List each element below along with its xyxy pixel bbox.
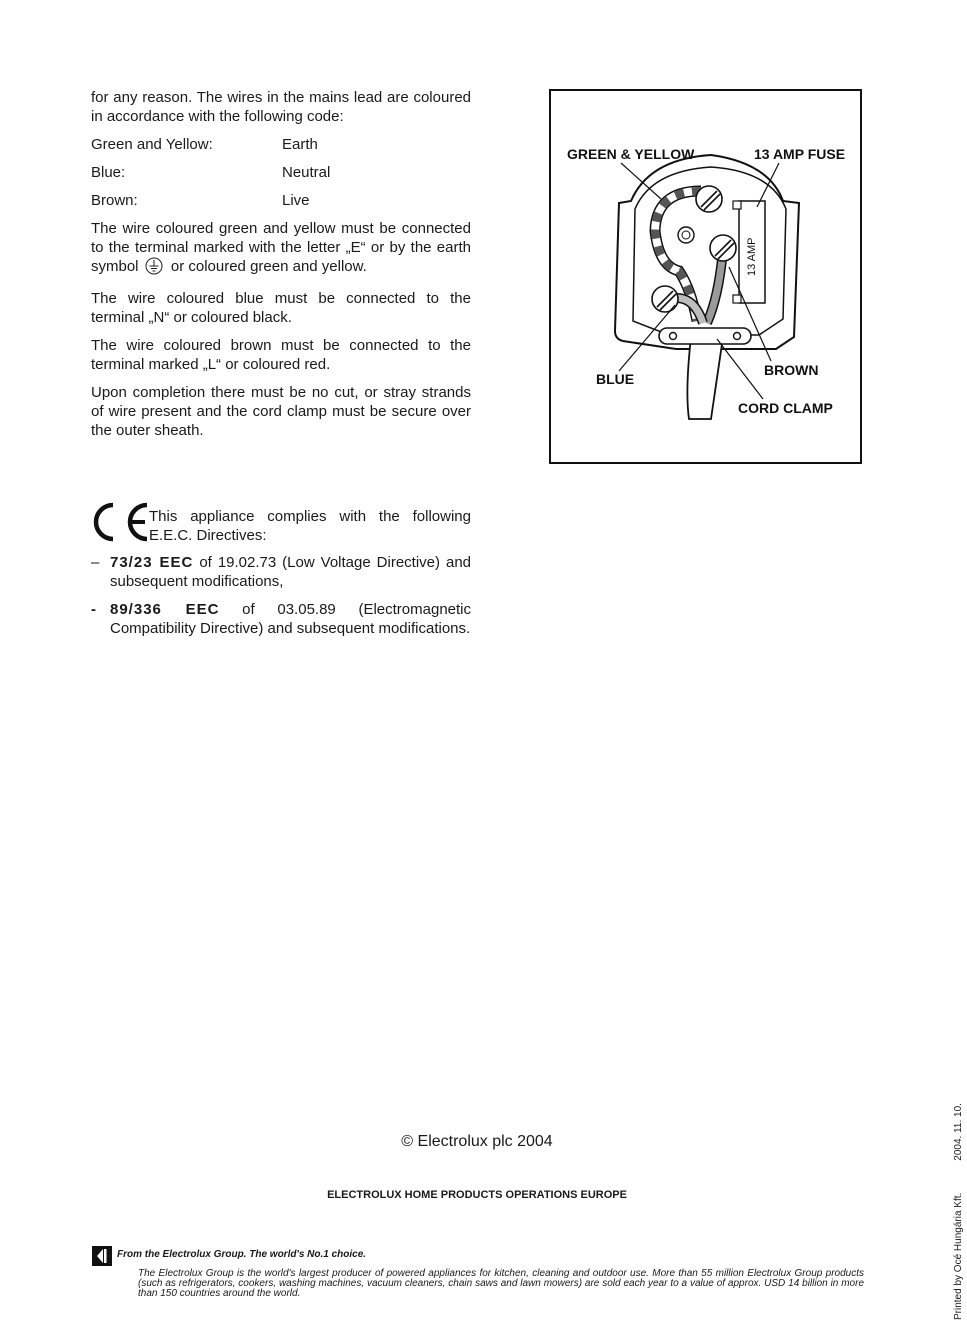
wire-colour: Brown:	[91, 192, 138, 209]
wire-colour: Blue:	[91, 164, 126, 181]
label-brown: BROWN	[764, 362, 819, 378]
list-item	[91, 600, 471, 638]
label-green-yellow: GREEN & YELLOW	[567, 146, 695, 162]
list-dash: -	[91, 601, 96, 618]
label-blue: BLUE	[596, 371, 635, 387]
wiring-intro: for any reason. The wires in the mains lead are coloured in accordance with the following code:	[91, 89, 471, 125]
wire-function: Earth	[282, 136, 318, 153]
label-fuse: 13 AMP FUSE	[754, 146, 846, 162]
wiring-instructions	[91, 88, 471, 449]
green-yellow-leader	[621, 163, 661, 199]
brown-wire-rule: The wire coloured brown must be connected to the terminal marked „L“ or coloured red.	[91, 337, 471, 373]
wire-code-row	[91, 163, 471, 182]
earth-rule-text-end: or coloured green and yellow.	[170, 258, 367, 275]
directive-list	[91, 553, 471, 647]
directive-code: 89/336 EEC	[110, 601, 220, 618]
earth-rule-text: The wire coloured green and yellow must be connected to the terminal marked with the letter „E“ or by the earth symbol	[91, 220, 471, 275]
printer-name: Printed by Océ Hungária Kft.	[953, 1192, 964, 1320]
wire-code-row	[91, 135, 471, 154]
wire-colour: Green and Yellow:	[91, 136, 213, 153]
power-cord	[687, 337, 723, 419]
fuse-leader	[757, 163, 779, 207]
centre-screw	[678, 227, 694, 243]
plug-wiring-diagram	[549, 89, 862, 464]
fuse-clip-bottom	[733, 295, 741, 303]
company-name: ELECTROLUX HOME PRODUCTS OPERATIONS EUROPE	[327, 1189, 627, 1201]
list-dash: –	[91, 554, 100, 571]
group-description: The Electrolux Group is the world's largest producer of powered appliances for kitchen, cleaning and outdoor use. More than 55 million Electrolux Group products (such as refrigerators, cookers, washing machines, vacuum cleaners, chain saws and lawn mowers) are sold each year to a value of approx. USD 14 billion in more than 150 countries around the world.	[138, 1268, 864, 1299]
earth-wire-rule	[91, 219, 471, 280]
wire-function: Neutral	[282, 164, 331, 181]
plug-diagram-svg	[551, 91, 864, 466]
cord-clamp	[659, 328, 751, 344]
group-tagline: From the Electrolux Group. The world's No.1 choice.	[117, 1249, 367, 1260]
blue-wire-rule: The wire coloured blue must be connected to the terminal „N“ or coloured black.	[91, 290, 471, 326]
directive-code: 73/23 EEC	[110, 554, 194, 571]
wire-function: Live	[282, 192, 310, 209]
copyright: © Electrolux plc 2004	[401, 1133, 553, 1150]
label-cord-clamp: CORD CLAMP	[738, 400, 833, 416]
directive-text: of 19.02.73 (Low Voltage Directive) and subsequent modifications,	[110, 554, 472, 590]
directive-body	[110, 600, 471, 638]
earth-symbol-icon	[145, 257, 163, 280]
fuse-clip-top	[733, 201, 741, 209]
printer-info	[953, 1103, 967, 1320]
directive-body	[110, 553, 471, 591]
wire-code-row	[91, 191, 471, 210]
list-item	[91, 553, 471, 591]
electrolux-logo-icon	[92, 1246, 112, 1271]
compliance-statement: This appliance complies with the following E.E.C. Directives:	[149, 508, 471, 544]
print-date: 2004. 11. 10.	[953, 1103, 964, 1161]
directive-text: of 03.05.89 (Electromagnetic Compatibility Directive) and subsequent modifications.	[110, 601, 472, 637]
fuse-marking: 13 AMP	[746, 237, 758, 276]
ce-mark-icon	[91, 501, 149, 548]
completion-rule: Upon completion there must be no cut, or stray strands of wire present and the cord clamp must be secure over the outer sheath.	[91, 384, 471, 439]
